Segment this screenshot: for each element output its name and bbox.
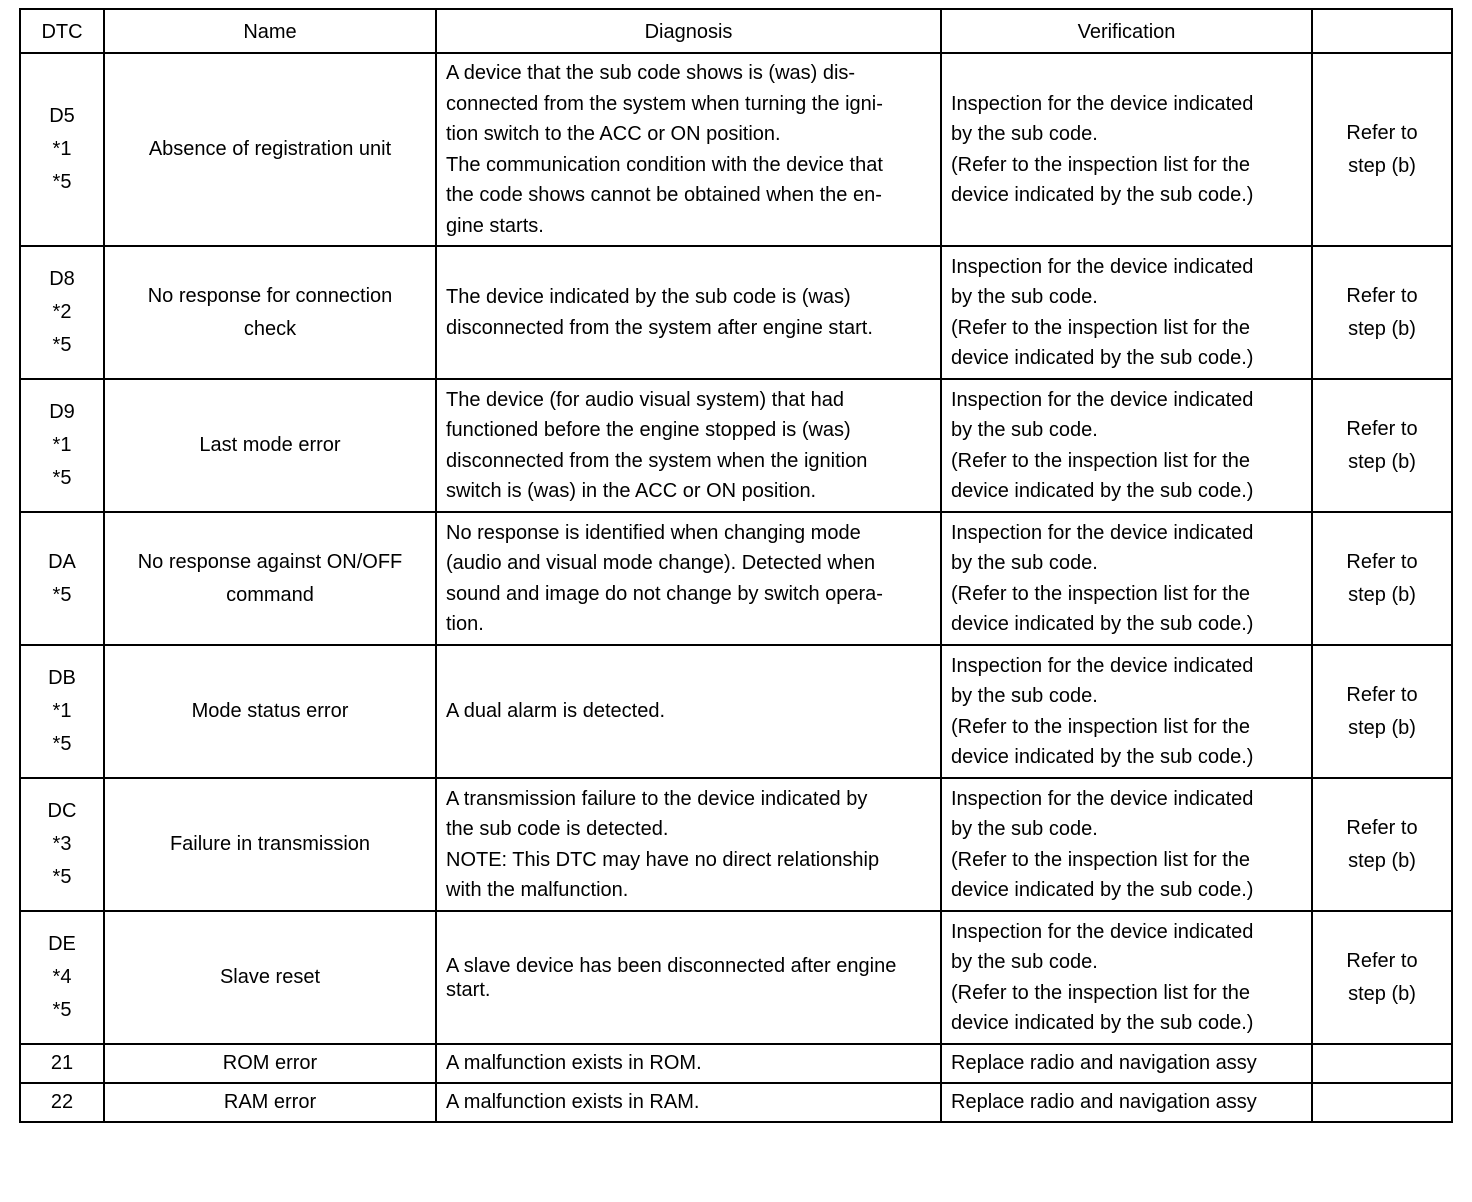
table-row	[20, 1044, 1452, 1083]
dtc-code: 21	[50, 1052, 74, 1074]
cell-verification	[941, 911, 1312, 1044]
cell-reference	[1312, 379, 1452, 512]
cell-reference	[1312, 246, 1452, 379]
dtc-reference: Refer to step (b)	[1346, 550, 1418, 606]
cell-name	[104, 645, 436, 778]
cell-diagnosis	[436, 778, 941, 911]
cell-reference	[1312, 1083, 1452, 1122]
dtc-diagnosis: A malfunction exists in RAM.	[446, 1091, 700, 1114]
dtc-code: DA *5	[48, 550, 76, 606]
dtc-code: 22	[50, 1091, 74, 1113]
cell-diagnosis	[436, 246, 941, 379]
dtc-diagnosis: The device (for audio visual system) that had functioned before the engine stopped is (was) disconnected from the system when the ignition switch is (was) in the ACC or ON position.	[446, 388, 868, 502]
dtc-diagnosis: A transmission failure to the device indicated by the sub code is detected. NOTE: This DTC may have no direct relationship with the malfunction.	[446, 787, 880, 901]
cell-diagnosis	[436, 645, 941, 778]
cell-verification	[941, 778, 1312, 911]
cell-dtc	[20, 379, 104, 512]
cell-dtc	[20, 512, 104, 645]
cell-name	[104, 53, 436, 246]
dtc-name: ROM error	[222, 1052, 318, 1074]
table-row	[20, 645, 1452, 778]
cell-dtc	[20, 1044, 104, 1083]
cell-verification	[941, 1083, 1312, 1122]
dtc-name: Mode status error	[191, 700, 349, 722]
dtc-code: DE *4 *5	[48, 933, 76, 1021]
dtc-verification: Inspection for the device indicated by the sub code. (Refer to the inspection list for the device indicated by the sub code.)	[951, 521, 1254, 635]
table-row	[20, 911, 1452, 1044]
cell-dtc	[20, 53, 104, 246]
dtc-code: D5 *1 *5	[49, 105, 75, 193]
dtc-name: Last mode error	[199, 434, 341, 456]
dtc-reference: Refer to step (b)	[1346, 949, 1418, 1005]
header-diagnosis: Diagnosis	[436, 9, 941, 53]
header-name: Name	[104, 9, 436, 53]
cell-diagnosis	[436, 1044, 941, 1083]
cell-reference	[1312, 53, 1452, 246]
dtc-diagnosis: A malfunction exists in ROM.	[446, 1052, 702, 1075]
header-verification: Verification	[941, 9, 1312, 53]
cell-verification	[941, 645, 1312, 778]
dtc-name: Failure in transmission	[169, 833, 371, 855]
dtc-verification: Inspection for the device indicated by the sub code. (Refer to the inspection list for the device indicated by the sub code.)	[951, 92, 1254, 206]
cell-verification	[941, 246, 1312, 379]
dtc-name: No response for connection check	[147, 284, 393, 340]
dtc-reference: Refer to step (b)	[1346, 121, 1418, 177]
cell-reference	[1312, 512, 1452, 645]
table-row	[20, 246, 1452, 379]
cell-dtc	[20, 645, 104, 778]
dtc-diagnosis: A dual alarm is detected.	[446, 700, 666, 723]
header-extra	[1312, 9, 1452, 53]
cell-diagnosis	[436, 911, 941, 1044]
cell-verification	[941, 512, 1312, 645]
header-dtc: DTC	[20, 9, 104, 53]
cell-name	[104, 778, 436, 911]
cell-diagnosis	[436, 53, 941, 246]
cell-verification	[941, 1044, 1312, 1083]
cell-reference	[1312, 911, 1452, 1044]
cell-name	[104, 1044, 436, 1083]
dtc-name: Slave reset	[219, 966, 321, 988]
dtc-reference: Refer to step (b)	[1346, 816, 1418, 872]
dtc-verification: Inspection for the device indicated by the sub code. (Refer to the inspection list for the device indicated by the sub code.)	[951, 920, 1254, 1034]
dtc-code: D9 *1 *5	[49, 401, 75, 489]
table-row	[20, 778, 1452, 911]
cell-dtc	[20, 1083, 104, 1122]
dtc-name: Absence of registration unit	[148, 138, 392, 160]
dtc-reference: Refer to step (b)	[1346, 683, 1418, 739]
dtc-name: RAM error	[223, 1091, 317, 1113]
dtc-verification: Inspection for the device indicated by the sub code. (Refer to the inspection list for the device indicated by the sub code.)	[951, 255, 1254, 369]
dtc-reference: Refer to step (b)	[1346, 284, 1418, 340]
dtc-verification: Inspection for the device indicated by the sub code. (Refer to the inspection list for the device indicated by the sub code.)	[951, 787, 1254, 901]
cell-reference	[1312, 778, 1452, 911]
dtc-code: D8 *2 *5	[49, 268, 75, 356]
dtc-code: DC *3 *5	[47, 800, 77, 888]
cell-name	[104, 911, 436, 1044]
table-row	[20, 53, 1452, 246]
cell-name	[104, 379, 436, 512]
cell-name	[104, 1083, 436, 1122]
table-header-row	[20, 9, 1452, 53]
cell-dtc	[20, 778, 104, 911]
cell-reference	[1312, 645, 1452, 778]
cell-dtc	[20, 246, 104, 379]
dtc-diagnosis: The device indicated by the sub code is (was) disconnected from the system after engine start.	[446, 286, 873, 339]
cell-diagnosis	[436, 1083, 941, 1122]
cell-name	[104, 246, 436, 379]
cell-diagnosis	[436, 379, 941, 512]
cell-verification	[941, 379, 1312, 512]
dtc-table	[19, 8, 1453, 1123]
cell-diagnosis	[436, 512, 941, 645]
cell-dtc	[20, 911, 104, 1044]
dtc-diagnosis: A device that the sub code shows is (was) dis- connected from the system when turning the igni- tion switch to the ACC or ON position. The communication condition with the device that the code shows cannot be obtained when the en- gine starts.	[446, 62, 883, 237]
dtc-verification: Replace radio and navigation assy	[951, 1052, 1257, 1075]
dtc-code: DB *1 *5	[48, 667, 76, 755]
dtc-verification: Replace radio and navigation assy	[951, 1091, 1257, 1114]
dtc-diagnosis: A slave device has been disconnected after engine start.	[446, 954, 897, 1001]
dtc-diagnosis: No response is identified when changing mode (audio and visual mode change). Detected when sound and image do not change by switch opera- tion.	[446, 521, 883, 635]
table-row	[20, 1083, 1452, 1122]
table-row	[20, 512, 1452, 645]
dtc-verification: Inspection for the device indicated by the sub code. (Refer to the inspection list for the device indicated by the sub code.)	[951, 654, 1254, 768]
cell-verification	[941, 53, 1312, 246]
cell-name	[104, 512, 436, 645]
dtc-reference: Refer to step (b)	[1346, 417, 1418, 473]
dtc-name: No response against ON/OFF command	[137, 550, 403, 606]
cell-reference	[1312, 1044, 1452, 1083]
dtc-verification: Inspection for the device indicated by the sub code. (Refer to the inspection list for the device indicated by the sub code.)	[951, 388, 1254, 502]
table-row	[20, 379, 1452, 512]
